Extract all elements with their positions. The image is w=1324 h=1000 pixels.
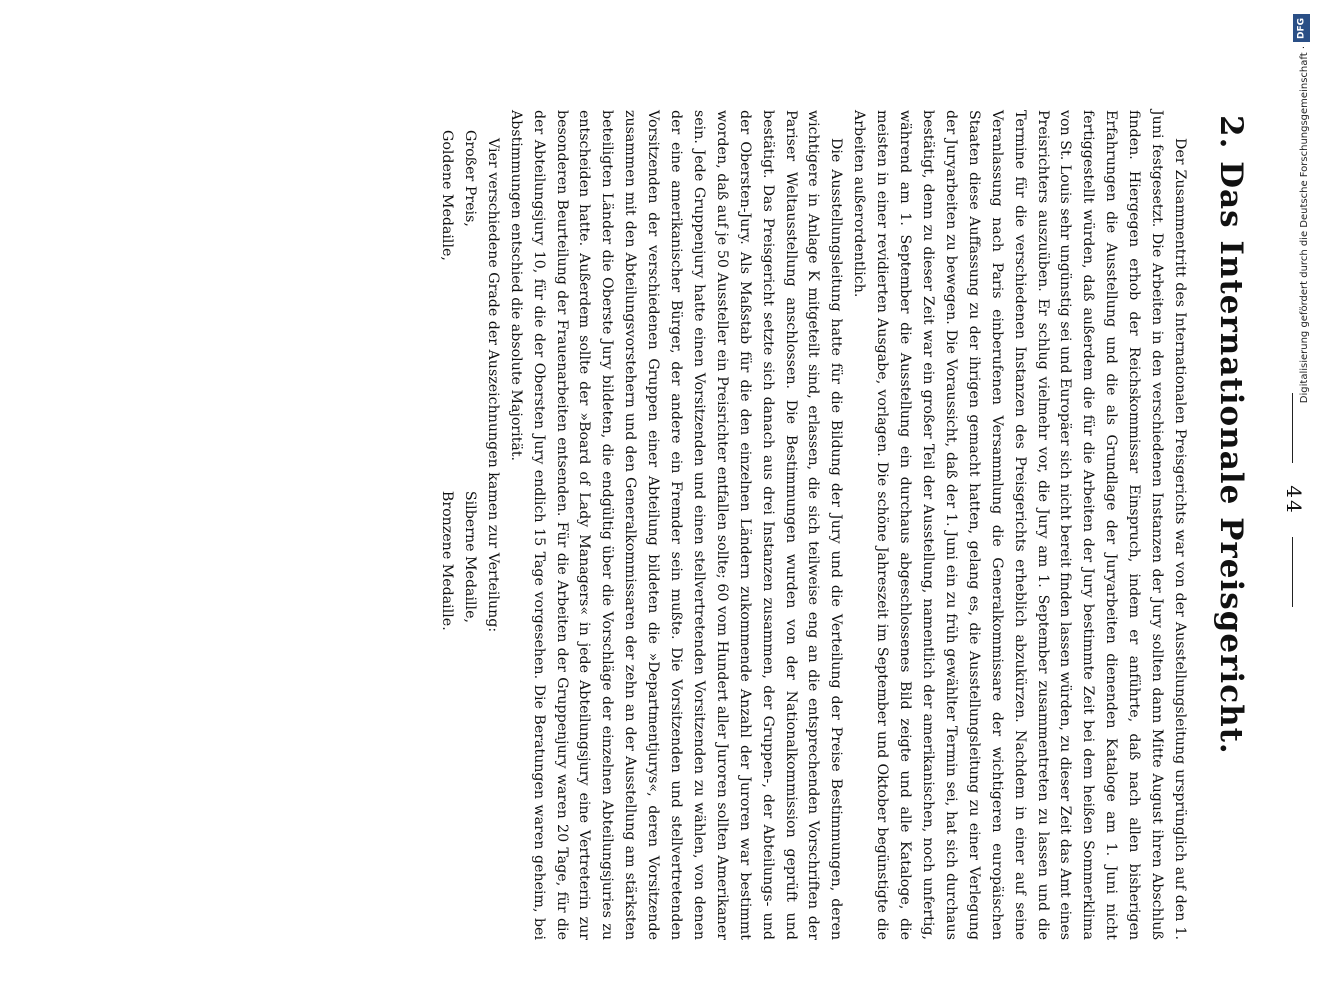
paragraph-2: Die Ausstellungsleitung hatte für die Bildung der Jury und die Verteilung der Preise Bestimmungen, deren wichtigere in Anlage K mitgeteilt sind, erlassen, die sich teilweise eng an die entsprechenden Vorschriften der Pariser Weltausstellung anschlossen. Die Bestimmungen wurden von der Nationalkommission geprüft und bestätigt. Das Preisgericht setzte sich danach aus drei Instanzen zusammen, der Gruppen-, der Abteilungs- und der Obersten-Jury. Als Maßstab für die den einzelnen Ländern zukommende Anzahl der Juroren war bestimmt worden, daß auf je 50 Aussteller ein Preisrichter entfallen sollte; 60 vom Hundert aller Juroren sollten Amerikaner sein. Jede Gruppenjury hatte einen Vorsitzenden und einen stellvertretenden Vorsitzenden zu wählen, von denen der eine amerikanischer Bürger, der andere ein Fremder sein mußte. Die Vorsitzenden und stellvertretenden Vorsitzenden der verschiedenen Gruppen einer Abteilung bildeten die »Departmentjurys«, deren Vorsitzende zusammen mit den Abteilungsvorstehern und den Generalkommissaren der zehn an der Ausstellung am stärksten beteiligten Länder die Oberste Jury bildeten, die endgültig über die Vorschläge der einzelnen Abteilungsjuries zu entscheiden hatte. Außerdem sollte der »Board of Lady Managers« in jede Abteilungsjury eine Vertreterin zur besonderen Beurteilung der Frauenarbeiten entsenden. Für die Arbeiten der Gruppenjury waren 20 Tage, für die der Abteilungsjury 10, für die der Obersten Jury endlich 15 Tage vorgesehen. Die Beratungen waren geheim, bei Abstimmungen entschied die absolute Majorität. [507, 110, 845, 940]
prize-grosser-preis: Großer Preis, [461, 130, 478, 227]
page-number-dash-left [1292, 393, 1293, 463]
prize-list [435, 130, 481, 890]
prize-silberne-medaille: Silberne Medaille, [461, 490, 478, 624]
paragraph-1: Der Zusammentritt des Internationalen Preisgerichts war von der Ausstellungsleitung ursprünglich auf den 1. Juni festgesetzt. Die Arbeiten in den verschiedenen Instanzen der Jury sollten dann Mitte August ihren Abschluß finden. Hiergegen erhob der Reichskommissar Einspruch, indem er anführte, daß nach allen bisherigen Erfahrungen die Ausstellung und die als Grundlage der Juryarbeiten dienenden Kataloge am 1. Juni nicht fertiggestellt würden, daß außerdem die für die Arbeiten der Jury bestimmte Zeit bei dem heißen Sommerklima von St. Louis sehr ungünstig sei und Europäer sich nicht bereit finden lassen würden, zu dieser Zeit das Amt eines Preisrichters auszuüben. Er schlug vielmehr vor, die Jury am 1. September zusammentreten zu lassen und die Termine für die verschiedenen Instanzen des Preisgerichts erheblich abzukürzen. Nachdem in einer auf seine Veranlassung nach Paris einberufenen Versammlung die Generalkommissare der wichtigeren europäischen Staaten diese Auffassung zu der ihrigen gemacht hatten, gelang es, die Ausstellungsleitung zu einer Verlegung der Juryarbeiten zu bewegen. Die Voraussicht, daß der 1. Juni ein zu früh gewählter Termin sei, hat sich durchaus bestätigt, denn zu dieser Zeit war ein großer Teil der Ausstellung, namentlich der amerikanischen, noch unfertig, während am 1. September die Ausstellung ein durchaus abgeschlossenes Bild zeigte und alle Kataloge, die meisten in einer revidierten Ausgabe, vorlagen. Die schöne Jahreszeit im September und Oktober begünstigte die Arbeiten außerordentlich. [851, 110, 1188, 940]
prize-bronzene-medaille: Bronzene Medaille. [439, 490, 455, 631]
section-title: 2. Das Internationale Preisgericht. [1213, 115, 1249, 755]
digitization-footer [1296, 8, 1318, 992]
dfg-logo: DFG [1293, 14, 1310, 42]
page-number-value: 44 [1282, 485, 1306, 515]
body-text [435, 110, 1191, 940]
prize-column-2 [435, 491, 481, 631]
paragraph-3: Vier verschiedene Grade der Auszeichnungen kamen zur Verteilung: [484, 138, 501, 633]
prize-column-1 [435, 130, 481, 261]
page-number-dash-right [1292, 537, 1293, 607]
prize-goldene-medaille: Goldene Medaille, [439, 130, 455, 261]
digitization-credit: Digitalisierung gefördert durch die Deutsche Forschungsgemeinschaft · [1299, 46, 1310, 404]
